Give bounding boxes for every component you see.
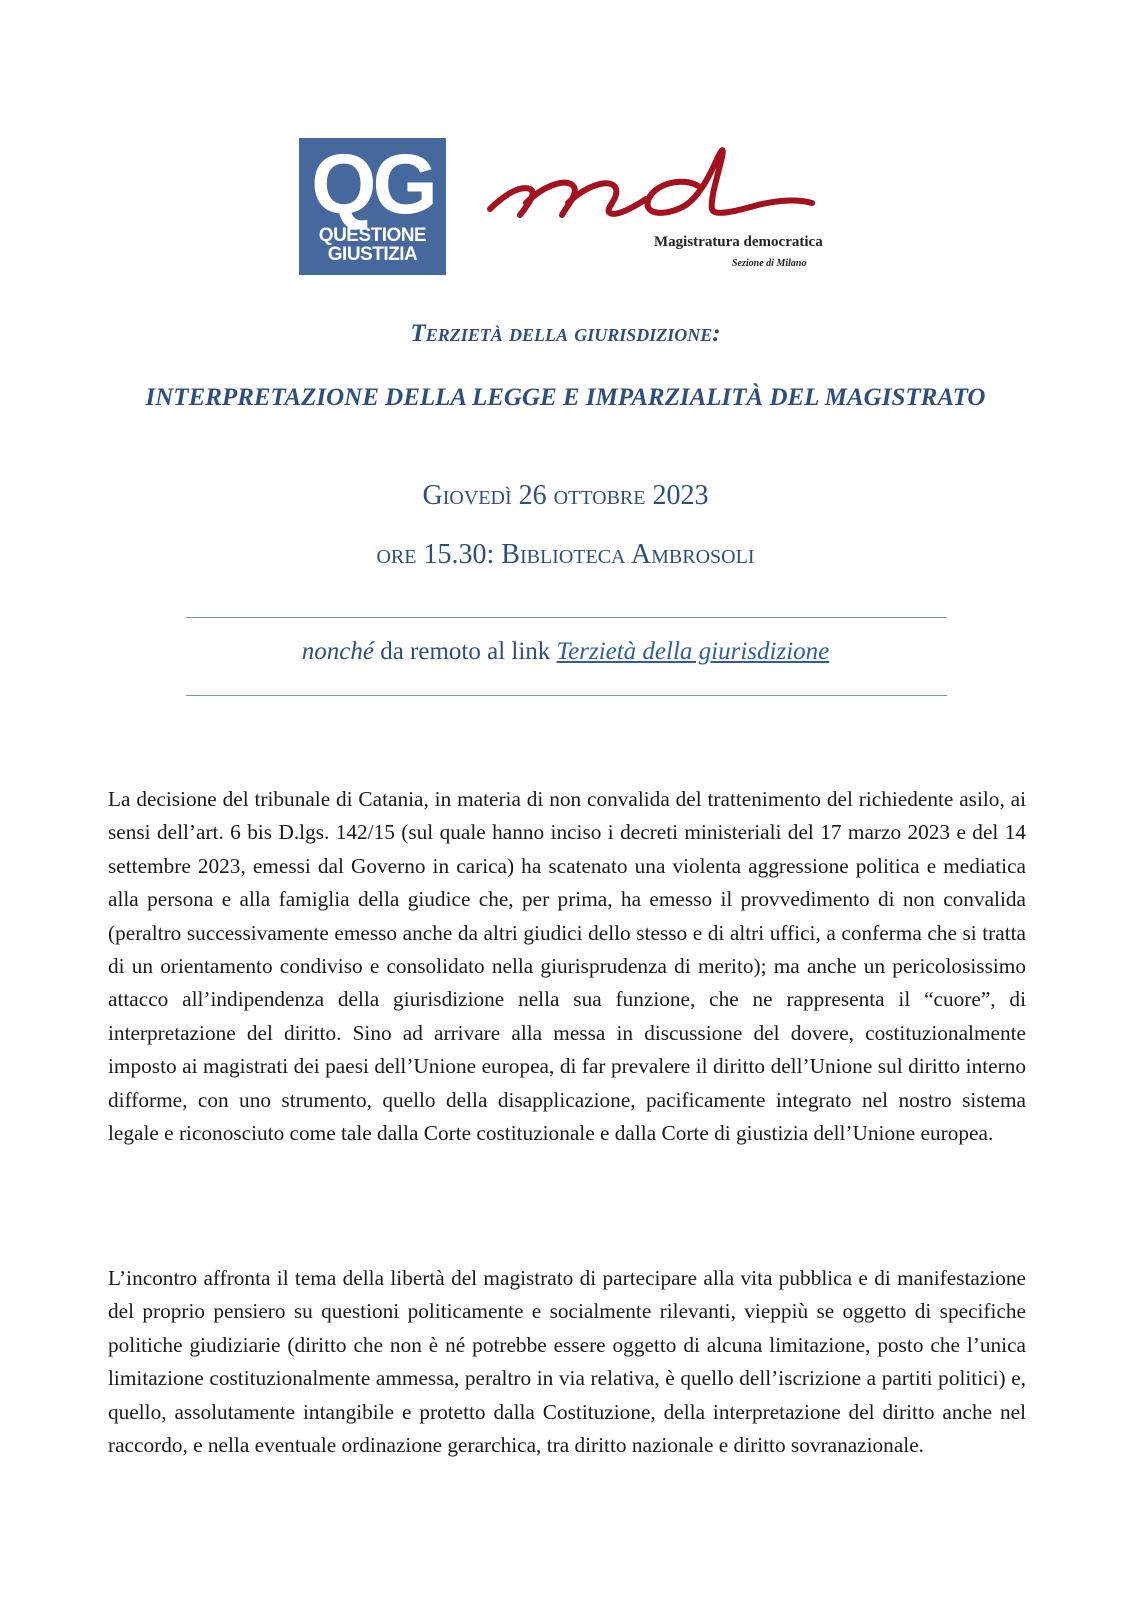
md-logo-name: Magistratura democratica — [654, 234, 823, 250]
qg-logo-name — [299, 226, 446, 264]
divider-top — [186, 617, 947, 618]
md-logo-section: Sezione di Milano — [732, 258, 807, 269]
event-venue: ore 15.30: Biblioteca Ambrosoli — [376, 539, 755, 570]
md-script-mark — [486, 145, 816, 237]
questione-giustizia-logo — [299, 138, 446, 275]
body-paragraph-1: La decisione del tribunale di Catania, in materia di non convalida del trattenimento del richiedente asilo, ai sensi dell’art. 6 bis D.lgs. 142/15 (sul quale hanno inciso i decreti ministeriali del 17 marzo 2023 e del 14 settembre 2023, emessi dal Governo in carica) ha scatenato una violenta aggressione politica e mediatica alla persona e alla famiglia della giudice che, per prima, ha emesso il provvedimento di non convalida (peraltro successivamente emesso anche da altri giudici dello stesso e di altri uffici, a conferma che si tratta di un orientamento condiviso e consolidato nella giurisprudenza di merito); ma anche un pericolosissimo attacco all’indipendenza della giurisdizione nella sua funzione, che ne rappresenta il “cuore”, di interpretazione del diritto. Sino ad arrivare alla messa in discussione del dovere, costituzionalmente imposto ai magistrati dei paesi dell’Unione europea, di far prevalere il diritto dell’Unione sul diritto interno difforme, con uno strumento, quello della disapplicazione, pacificamente integrato nel nostro sistema legale e riconosciuto come tale dalla Corte costituzionale e dalla Corte di giustizia dell’Unione europea. — [108, 787, 1026, 1146]
qg-logo-line2: GIUSTIZIA — [327, 244, 418, 265]
header-logos — [0, 0, 1131, 300]
magistratura-democratica-logo — [486, 145, 836, 275]
remote-link[interactable]: Terzietà della giurisdizione — [556, 638, 830, 665]
event-subtitle: INTERPRETAZIONE DELLA LEGGE E IMPARZIALITÀ DEL MAGISTRATO — [145, 384, 986, 411]
event-date: Giovedì 26 ottobre 2023 — [422, 480, 709, 511]
qg-logo-line1: QUESTIONE — [318, 225, 427, 246]
qg-logo-letters: QG — [311, 137, 434, 231]
divider-bottom — [186, 695, 947, 696]
remote-access-line — [0, 638, 1131, 666]
body-paragraph-2: L’incontro affronta il tema della libertà del magistrato di partecipare alla vita pubblica e di manifestazione del proprio pensiero su questioni politicamente e socialmente rilevanti, vieppiù se oggetto di specifiche politiche giudiziarie (diritto che non è né potrebbe essere oggetto di alcuna limitazione, posto che l’unica limitazione costituzionalmente ammessa, peraltro in via relativa, è quello dell’iscrizione a partiti politici) e, quello, assolutamente intangibile e protetto dalla Costituzione, della interpretazione del diritto anche nel raccordo, e nella eventuale ordinazione gerarchica, tra diritto nazionale e diritto sovranazionale. — [108, 1266, 1026, 1458]
remote-text: da remoto al link — [380, 638, 551, 665]
event-title: Terzietà della giurisdizione: — [410, 320, 721, 347]
remote-prefix: nonché — [301, 638, 374, 665]
